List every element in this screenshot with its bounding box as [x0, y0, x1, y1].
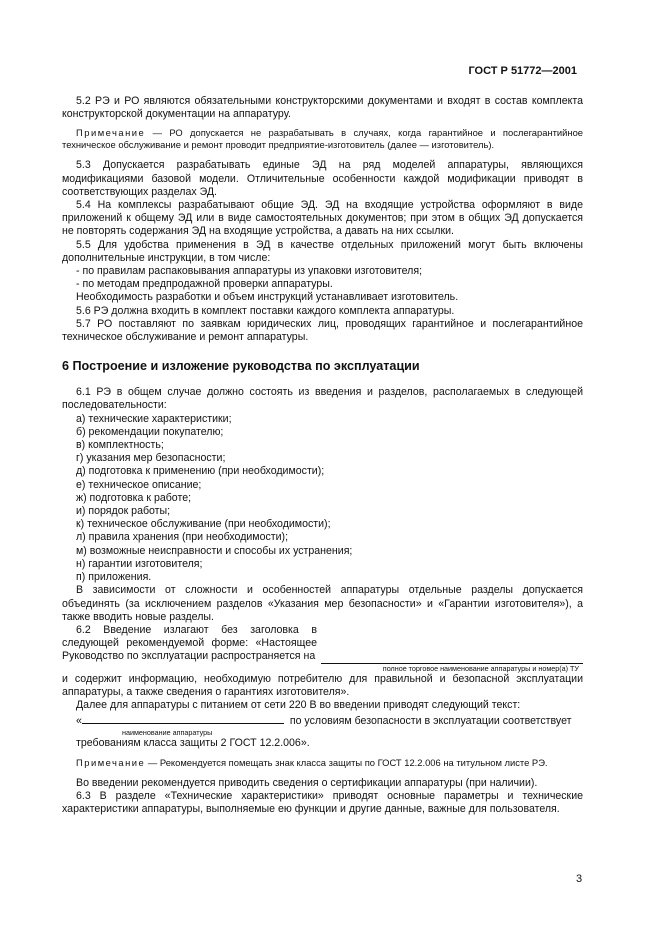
list-item: - по правилам распаковывания аппаратуры из упаковки изготовителя;	[76, 265, 423, 278]
fill-in-line	[82, 712, 284, 724]
list-item: л) правила хранения (при необходимости);	[76, 531, 289, 544]
quote-line	[62, 712, 583, 728]
list-item: в) комплектность;	[76, 439, 164, 452]
list-item: н) гарантии изготовителя;	[76, 557, 203, 570]
note-text: — РО допускается не разрабатывать в случаях, когда гарантийное и послегарантийное техническое обслуживание и ремонт проводит предприятие-изготовитель (далее — изготовитель).	[62, 127, 583, 151]
paragraph-5-5-end: Необходимость разработки и объем инструкций устанавливает изготовитель.	[76, 291, 459, 304]
paragraph-6-2-text: 6.2 Введение излагают без заголовка в следующей рекомендуемой форме: «Настоящее Руководство по эксплуатации распространяется на	[62, 623, 317, 663]
document-body	[62, 95, 583, 816]
paragraph-6-2-power: Далее для аппаратуры с питанием от сети 220 В во введении приводят следующий текст:	[76, 698, 521, 711]
list-item: - по методам предпродажной проверки аппаратуры.	[76, 278, 333, 291]
fill-in-line	[321, 652, 583, 664]
list-item: г) указания мер безопасности;	[76, 452, 226, 465]
list-item: п) приложения.	[76, 571, 152, 584]
paragraph-6-2-continuation: и содержит информацию, необходимую потребителю для правильной и безопасной эксплуатации аппаратуры, а также сведения о гарантиях изготовителя».	[62, 672, 583, 698]
list-item: к) техническое обслуживание (при необходимости);	[76, 518, 331, 531]
document-code-header: ГОСТ Р 51772—2001	[468, 65, 577, 77]
quote-rest: по условиям безопасности в эксплуатации соответствует	[286, 715, 572, 728]
list-item: е) техническое описание;	[76, 478, 202, 491]
note-1	[62, 127, 583, 151]
paragraph-6-2-start	[62, 624, 583, 664]
paragraph-6-1-end: В зависимости от сложности и особенностей аппаратуры отдельные разделы допускается объединять (за исключением разделов «Указания мер безопасности» и «Гарантии изготовителя»), а также вводить новые разделы.	[62, 584, 583, 623]
list-item: б) рекомендации покупателю;	[76, 425, 224, 438]
paragraph-5-4: 5.4 На комплексы разрабатывают общие ЭД. ЭД на входящие устройства оформляют в виде приложений к общему ЭД или в виде самостоятельных документов; при этом в общих ЭД допускается не повторять содержания ЭД на входящие устройства, а давать на них ссылки.	[62, 199, 583, 238]
paragraph-6-3: 6.3 В разделе «Технические характеристики» приводят основные параметры и технические характеристики аппаратуры, выполняемые ею функции и другие данные, важные для пользователя.	[62, 789, 583, 815]
quote-open: «	[76, 715, 82, 728]
note-label: Примечание	[76, 127, 146, 139]
paragraph-5-5: 5.5 Для удобства применения в ЭД в качестве отдельных приложений могут быть включены дополнительные инструкции, в том числе:	[62, 238, 583, 264]
list-item: и) порядок работы;	[76, 505, 171, 518]
note-label: Примечание	[76, 756, 146, 768]
paragraph-5-2: 5.2 РЭ и РО являются обязательными конструкторскими документами и входят в состав комплекта конструкторской документации на аппаратуру.	[62, 95, 583, 121]
paragraph-6-2-certification: Во введении рекомендуется приводить сведения о сертификации аппаратуры (при наличии).	[76, 776, 538, 789]
note-text: — Рекомендуется помещать знак класса защиты по ГОСТ 12.2.006 на титульном листе РЭ.	[145, 756, 548, 768]
fill-in-caption: наименование аппаратуры	[122, 728, 213, 738]
paragraph-5-3: 5.3 Допускается разрабатывать единые ЭД на ряд моделей аппаратуры, являющихся модификациями базовой модели. Отличительные особенности каждой модификации приводят в соответствующих разделах ЭД.	[62, 159, 583, 198]
paragraph-6-2-requirement: требованиям класса защиты 2 ГОСТ 12.2.006».	[76, 737, 310, 750]
list-item: ж) подготовка к работе;	[76, 491, 192, 504]
paragraph-6-1: 6.1 РЭ в общем случае должно состоять из введения и разделов, располагаемых в следующей последовательности:	[62, 386, 583, 412]
section-6-title: 6 Построение и изложение руководства по эксплуатации	[62, 359, 420, 374]
list-item: м) возможные неисправности и способы их устранения;	[76, 544, 353, 557]
list-item: а) технические характеристики;	[76, 412, 232, 425]
list-item: д) подготовка к применению (при необходимости);	[76, 465, 325, 478]
page-number: 3	[576, 873, 583, 885]
note-2	[62, 757, 583, 769]
paragraph-5-7: 5.7 РО поставляют по заявкам юридических лиц, проводящих гарантийное и послегарантийное техническое обслуживание и ремонт аппаратуры.	[62, 317, 583, 344]
paragraph-5-6: 5.6 РЭ должна входить в комплект поставки каждого комплекта аппаратуры.	[76, 304, 455, 317]
fill-in-caption: полное торговое наименование аппаратуры и номер(а) ТУ	[382, 663, 579, 673]
